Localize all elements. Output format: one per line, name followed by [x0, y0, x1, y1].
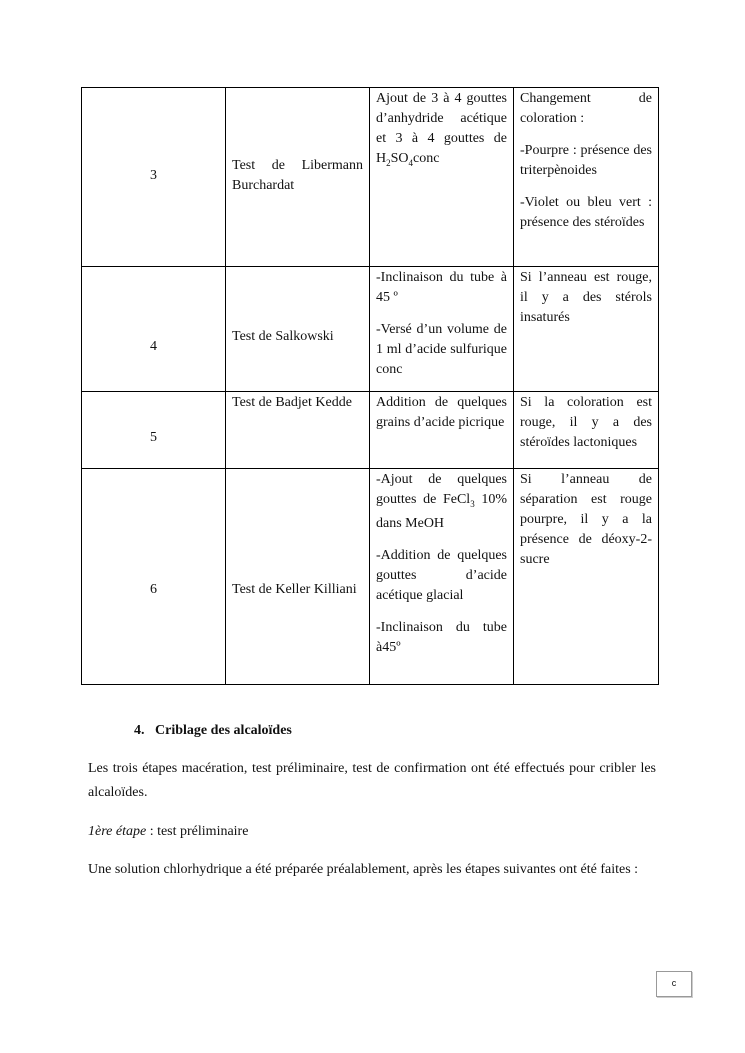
result-cell — [514, 469, 659, 685]
table-row — [82, 267, 659, 392]
step-label: 1ère étape — [88, 824, 147, 839]
result-text: Si l’anneau est rouge, il y a des stérols insaturés — [520, 270, 652, 325]
result-text: Si la coloration est rouge, il y a des stéroïdes lactoniques — [520, 395, 652, 450]
paragraph: 1ère étape : test préliminaire — [88, 824, 249, 839]
result-cell — [514, 267, 659, 392]
row-number: 5 — [82, 392, 226, 469]
row-number: 4 — [82, 267, 226, 392]
section-number: 4. — [134, 723, 145, 738]
tests-table — [81, 87, 659, 685]
protocol-cell — [370, 469, 514, 685]
test-name: Test de Libermann Burchardat — [226, 88, 370, 267]
table-row — [82, 469, 659, 685]
result-cell — [514, 392, 659, 469]
test-name: Test de Salkowski — [226, 267, 370, 392]
protocol-text: -Addition de quelques gouttes d’acide acétique glacial — [376, 547, 507, 603]
protocol-text: Ajout de 3 à 4 gouttes d’anhydride acétique et 3 à 4 gouttes de $H_2SO_4conc$ — [376, 91, 507, 168]
result-text: Si l’anneau de séparation est rouge pourpre, il y a la présence de déoxy-2-sucre — [520, 472, 652, 567]
test-name: Test de Badjet Kedde — [226, 392, 370, 469]
section-heading — [134, 723, 292, 739]
test-name: Test de Keller Killiani — [226, 469, 370, 685]
result-text: -Violet ou bleu vert : présence des stéroïdes — [520, 195, 652, 230]
protocol-cell — [370, 88, 514, 267]
protocol-cell — [370, 267, 514, 392]
section-title: Criblage des alcaloïdes — [155, 723, 292, 738]
protocol-text: -Ajout de quelques gouttes de FeCl$_3$ 10% dans MeOH — [376, 472, 507, 531]
protocol-text: -Versé d’un volume de 1 ml d’acide sulfurique conc — [376, 322, 507, 377]
protocol-cell — [370, 392, 514, 469]
result-cell — [514, 88, 659, 267]
paragraph: Une solution chlorhydrique a été préparée préalablement, après les étapes suivantes ont été faites : — [88, 862, 639, 877]
protocol-text: Addition de quelques grains d’acide picrique — [376, 395, 507, 430]
page-number: c — [656, 971, 692, 997]
row-number: 3 — [82, 88, 226, 267]
table-row — [82, 88, 659, 267]
protocol-text: -Inclinaison du tube à45º — [376, 619, 507, 655]
table-row — [82, 392, 659, 469]
row-number: 6 — [82, 469, 226, 685]
paragraph: Les trois étapes macération, test préliminaire, test de confirmation ont été effectués pour cribler les alcaloïdes. — [88, 761, 656, 800]
result-text: Changement de coloration : — [520, 91, 652, 126]
result-text: -Pourpre : présence des triterpènoides — [520, 143, 652, 178]
protocol-text: -Inclinaison du tube à 45 º — [376, 270, 507, 305]
